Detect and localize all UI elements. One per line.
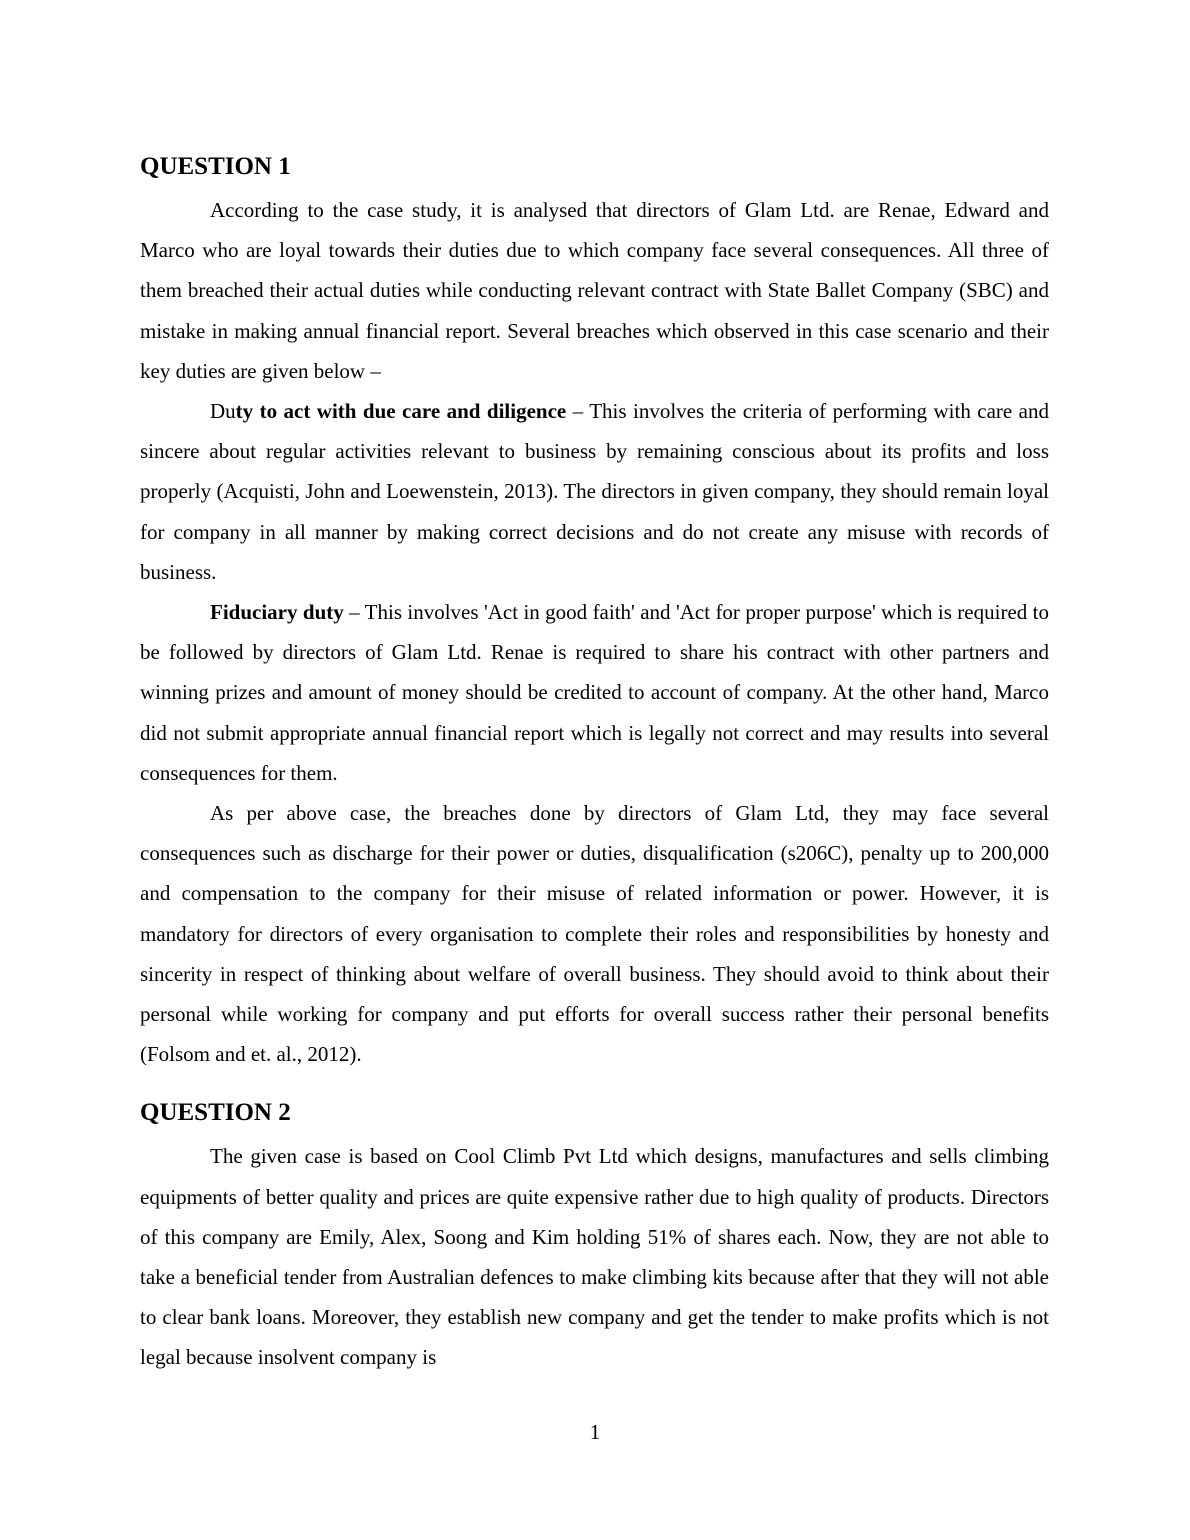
question-2-heading: QUESTION 2 [140,1099,291,1127]
duty-care-text: – This involves the criteria of performing with care and sincere about regular activities relevant to business by remaining conscious about its profits and loss properly (Acquisti, John and Loewenstein, 2013). The directors in given company, they should remain loyal for company in all manner by making correct decisions and do not create any misuse with records of business. [140,399,1049,584]
fiduciary-duty-term: Fiduciary duty [210,600,344,625]
duty-care-paragraph [140,391,1049,592]
duty-care-term-prefix: Du [210,399,236,424]
fiduciary-duty-text: – This involves 'Act in good faith' and 'Act for proper purpose' which is required to be followed by directors of Glam Ltd. Renae is required to share his contract with other partners and winning prizes and amount of money should be credited to account of company. At the other hand, Marco did not submit appropriate annual financial report which is legally not correct and may results into several consequences for them. [140,600,1049,785]
question-1-heading: QUESTION 1 [140,153,291,180]
question-1-intro-paragraph: According to the case study, it is analysed that directors of Glam Ltd. are Renae, Edward and Marco who are loyal towards their duties due to which company face several consequences. All three of them breached their actual duties while conducting relevant contract with State Ballet Company (SBC) and mistake in making annual financial report. Several breaches which observed in this case scenario and their key duties are given below – [140,198,1049,383]
document-page [140,150,1049,1378]
page-number: 1 [589,1420,601,1444]
question-2-intro-paragraph: The given case is based on Cool Climb Pvt Ltd which designs, manufactures and sells climbing equipments of better quality and prices are quite expensive rather due to high quality of products. Directors of this company are Emily, Alex, Soong and Kim holding 51% of shares each. Now, they are not able to take a beneficial tender from Australian defences to make climbing kits because after that they will not able to clear bank loans. Moreover, they establish new company and get the tender to make profits which is not legal because insolvent company is [140,1144,1049,1370]
duty-care-term: ty to act with due care and diligence [235,399,567,424]
question-1-consequences-paragraph: As per above case, the breaches done by directors of Glam Ltd, they may face several consequences such as discharge for their power or duties, disqualification (s206C), penalty up to 200,000 and compensation to the company for their misuse of related information or power. However, it is mandatory for directors of every organisation to complete their roles and responsibilities by honesty and sincerity in respect of thinking about welfare of overall business. They should avoid to think about their personal while working for company and put efforts for overall success rather their personal benefits (Folsom and et. al., 2012). [140,801,1049,1067]
fiduciary-duty-paragraph [140,592,1049,793]
